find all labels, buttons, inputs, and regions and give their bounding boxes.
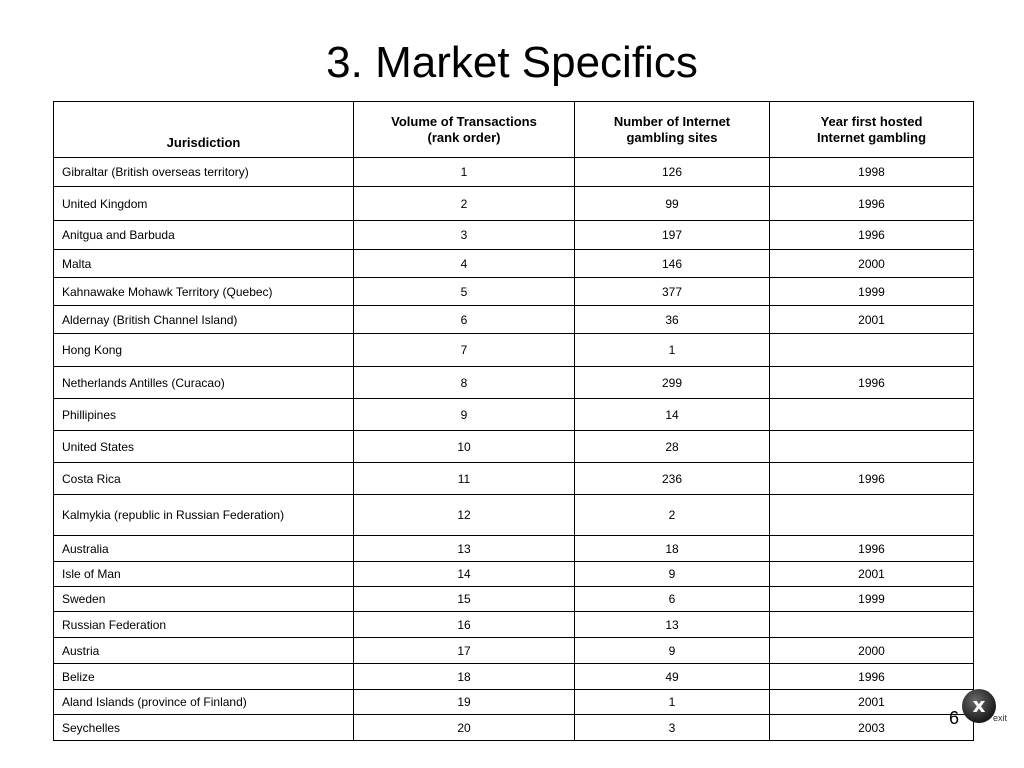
- header-jurisdiction: [54, 102, 354, 158]
- table-row: [54, 495, 974, 536]
- cell-sites: 377: [575, 278, 770, 306]
- close-icon: x: [972, 693, 986, 717]
- cell-jurisdiction: Austria: [54, 638, 354, 664]
- table-row: [54, 431, 974, 463]
- slide-title: 3. Market Specifics: [326, 38, 698, 87]
- cell-sites: 2: [575, 495, 770, 536]
- exit-label: exit: [993, 713, 1008, 723]
- cell-jurisdiction: Netherlands Antilles (Curacao): [54, 367, 354, 399]
- cell-year: 1996: [770, 221, 974, 250]
- cell-year: 1998: [770, 158, 974, 187]
- cell-year: [770, 431, 974, 463]
- header-volume: [354, 102, 575, 158]
- cell-year: 1999: [770, 587, 974, 612]
- cell-rank: 19: [354, 690, 575, 715]
- table-row: [54, 638, 974, 664]
- cell-sites: 126: [575, 158, 770, 187]
- cell-jurisdiction: Kalmykia (republic in Russian Federation): [54, 495, 354, 536]
- table-body: [54, 158, 974, 741]
- table-row: [54, 221, 974, 250]
- cell-year: 1996: [770, 463, 974, 495]
- cell-rank: 4: [354, 250, 575, 278]
- cell-year: 2001: [770, 690, 974, 715]
- cell-year: 1996: [770, 367, 974, 399]
- cell-jurisdiction: Belize: [54, 664, 354, 690]
- cell-sites: 1: [575, 690, 770, 715]
- cell-jurisdiction: Phillipines: [54, 399, 354, 431]
- cell-jurisdiction: United Kingdom: [54, 187, 354, 221]
- cell-sites: 18: [575, 536, 770, 562]
- cell-jurisdiction: Seychelles: [54, 715, 354, 741]
- cell-sites: 197: [575, 221, 770, 250]
- cell-year: 2001: [770, 562, 974, 587]
- cell-jurisdiction: Anitgua and Barbuda: [54, 221, 354, 250]
- table-row: [54, 664, 974, 690]
- header-volume-line1: Volume of Transactions: [391, 113, 537, 129]
- cell-jurisdiction: Sweden: [54, 587, 354, 612]
- cell-rank: 16: [354, 612, 575, 638]
- cell-jurisdiction: Gibraltar (British overseas territory): [54, 158, 354, 187]
- cell-rank: 20: [354, 715, 575, 741]
- cell-jurisdiction: Aland Islands (province of Finland): [54, 690, 354, 715]
- market-table: [53, 101, 974, 741]
- table-row: [54, 562, 974, 587]
- cell-rank: 5: [354, 278, 575, 306]
- cell-jurisdiction: Isle of Man: [54, 562, 354, 587]
- cell-rank: 6: [354, 306, 575, 334]
- cell-year: 2003: [770, 715, 974, 741]
- cell-rank: 13: [354, 536, 575, 562]
- cell-sites: 236: [575, 463, 770, 495]
- table-row: [54, 536, 974, 562]
- table-row: [54, 690, 974, 715]
- cell-rank: 11: [354, 463, 575, 495]
- cell-rank: 17: [354, 638, 575, 664]
- table-row: [54, 463, 974, 495]
- cell-year: 1999: [770, 278, 974, 306]
- table-row: [54, 334, 974, 367]
- cell-year: 2000: [770, 250, 974, 278]
- cell-sites: 49: [575, 664, 770, 690]
- cell-rank: 7: [354, 334, 575, 367]
- cell-jurisdiction: Costa Rica: [54, 463, 354, 495]
- cell-sites: 1: [575, 334, 770, 367]
- table-row: [54, 587, 974, 612]
- table-row: [54, 158, 974, 187]
- cell-sites: 9: [575, 562, 770, 587]
- cell-year: 1996: [770, 536, 974, 562]
- cell-year: 1996: [770, 187, 974, 221]
- cell-rank: 2: [354, 187, 575, 221]
- cell-sites: 6: [575, 587, 770, 612]
- header-sites-line2: gambling sites: [626, 129, 718, 145]
- cell-sites: 28: [575, 431, 770, 463]
- cell-rank: 14: [354, 562, 575, 587]
- header-year-line2: Internet gambling: [816, 129, 927, 145]
- slide-number: 6: [949, 708, 960, 728]
- cell-year: [770, 399, 974, 431]
- cell-rank: 12: [354, 495, 575, 536]
- cell-jurisdiction: Kahnawake Mohawk Territory (Quebec): [54, 278, 354, 306]
- cell-year: [770, 495, 974, 536]
- cell-sites: 14: [575, 399, 770, 431]
- header-year: [770, 102, 974, 158]
- cell-rank: 8: [354, 367, 575, 399]
- cell-jurisdiction: United States: [54, 431, 354, 463]
- header-sites-line1: Number of Internet: [613, 113, 731, 129]
- table-row: [54, 367, 974, 399]
- header-jurisdiction-label: Jurisdiction: [166, 135, 241, 150]
- cell-year: 2000: [770, 638, 974, 664]
- cell-sites: 9: [575, 638, 770, 664]
- cell-year: 1996: [770, 664, 974, 690]
- header-row: [54, 102, 974, 158]
- header-sites: [575, 102, 770, 158]
- cell-sites: 99: [575, 187, 770, 221]
- cell-rank: 9: [354, 399, 575, 431]
- cell-jurisdiction: Malta: [54, 250, 354, 278]
- cell-sites: 36: [575, 306, 770, 334]
- cell-rank: 18: [354, 664, 575, 690]
- cell-sites: 13: [575, 612, 770, 638]
- cell-jurisdiction: Hong Kong: [54, 334, 354, 367]
- exit-button[interactable]: [962, 689, 996, 723]
- table-row: [54, 399, 974, 431]
- table-row: [54, 612, 974, 638]
- cell-year: [770, 334, 974, 367]
- cell-sites: 3: [575, 715, 770, 741]
- cell-rank: 15: [354, 587, 575, 612]
- cell-jurisdiction: Russian Federation: [54, 612, 354, 638]
- table-header: [54, 102, 974, 158]
- cell-jurisdiction: Australia: [54, 536, 354, 562]
- cell-jurisdiction: Aldernay (British Channel Island): [54, 306, 354, 334]
- header-volume-line2: (rank order): [427, 129, 501, 145]
- table-row: [54, 250, 974, 278]
- table-row: [54, 715, 974, 741]
- cell-rank: 1: [354, 158, 575, 187]
- table-row: [54, 187, 974, 221]
- cell-year: [770, 612, 974, 638]
- cell-sites: 299: [575, 367, 770, 399]
- table-row: [54, 306, 974, 334]
- cell-sites: 146: [575, 250, 770, 278]
- header-year-line1: Year first hosted: [820, 113, 923, 129]
- cell-year: 2001: [770, 306, 974, 334]
- table-row: [54, 278, 974, 306]
- cell-rank: 10: [354, 431, 575, 463]
- cell-rank: 3: [354, 221, 575, 250]
